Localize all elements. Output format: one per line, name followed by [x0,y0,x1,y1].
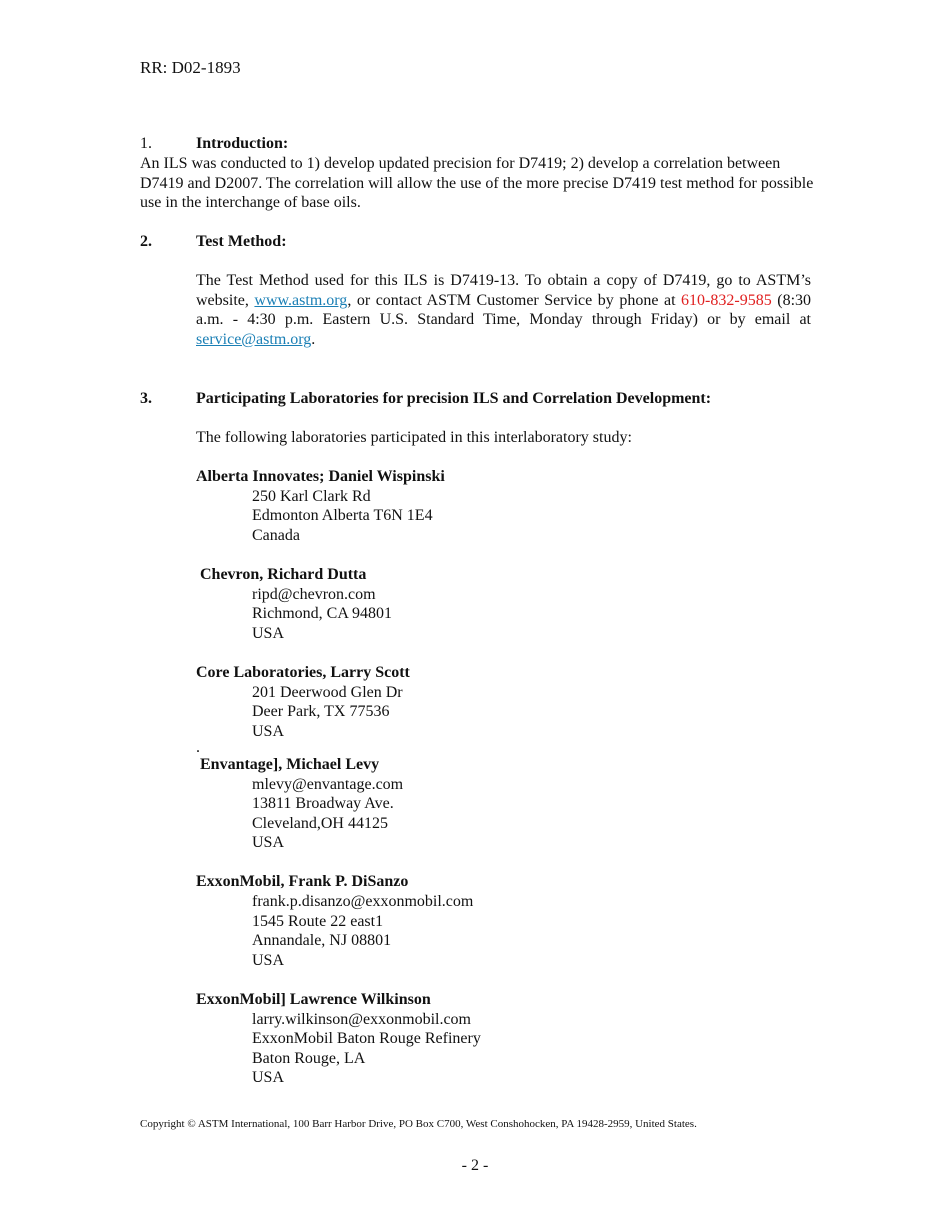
lab-address-line: Cleveland,OH 44125 [252,814,388,832]
lab-address-line: Deer Park, TX 77536 [252,703,390,721]
lab-address-line: 201 Deerwood Glen Dr [252,683,403,701]
paragraph-text: The Test Method used for this ILS is D7419-13. To obtain a copy of D7419, go to ASTM’s website, [196,272,811,309]
lab-email: larry.wilkinson@exxonmobil.com [252,1010,471,1028]
intro-paragraph: An ILS was conducted to 1) develop updated precision for D7419; 2) develop a correlation between D7419 and D2007. The correlation will allow the use of the more precise D7419 test method for possible use in the interchange of base oils. [140,155,814,212]
test-method-paragraph [196,271,811,349]
lab-email: mlevy@envantage.com [252,775,404,793]
lab-address-line: Canada [252,526,300,544]
lab-address-line: Richmond, CA 94801 [252,605,393,623]
astm-website-link[interactable]: www.astm.org [254,291,348,309]
service-email-link[interactable]: service@astm.org [196,330,312,348]
lab-name: Alberta Innovates; Daniel Wispinski [196,468,445,485]
stray-dot: . [196,739,200,757]
paragraph-text: , or contact ASTM Customer Service by phone at [347,291,682,309]
lab-address-line: Edmonton Alberta T6N 1E4 [252,507,433,525]
lab-address-line: ExxonMobil Baton Rouge Refinery [252,1030,481,1048]
lab-address-line: USA [252,722,285,740]
lab-name: Core Laboratories, Larry Scott [196,663,410,681]
lab-address-line: USA [252,624,285,642]
copyright-notice: Copyright © ASTM International, 100 Barr Harbor Drive, PO Box C700, West Conshohocken, PA 19428-2959, United States. [140,1118,697,1130]
section-test-method-heading [0,232,950,252]
lab-entry-envantage [196,755,816,853]
section-number: 1. [140,135,152,152]
section-title: Participating Laboratories for precision ILS and Correlation Development: [196,390,712,407]
document-reference: RR: D02-1893 [140,58,241,77]
paragraph-text: . [311,330,316,348]
lab-entry-chevron [196,565,816,643]
lab-address-line: 13811 Broadway Ave. [252,795,394,813]
lab-email: ripd@chevron.com [252,585,376,603]
labs-list [196,467,816,1108]
section-number: 3. [140,390,152,407]
lab-address-line: USA [252,834,285,852]
lab-entry-exxonmobil-disanzo [196,872,816,970]
page-number: - 2 - [461,1157,489,1174]
lab-email: frank.p.disanzo@exxonmobil.com [252,893,474,911]
lab-name: Envantage], Michael Levy [196,755,380,773]
lab-name: ExxonMobil] Lawrence Wilkinson [196,991,431,1009]
paragraph-text: (8:30 a.m. - 4:30 p.m. Eastern U.S. Standard Time, Monday through Friday) or by email at [196,291,812,329]
lab-address-line: USA [252,1069,285,1087]
section-number: 2. [140,233,152,250]
lab-entry-alberta [196,467,816,545]
lab-address-line: 1545 Route 22 east1 [252,912,384,930]
labs-intro: The following laboratories participated in this interlaboratory study: [196,429,632,446]
lab-address-line: USA [252,951,285,969]
lab-address-line: 250 Karl Clark Rd [252,487,371,505]
lab-address-line: Baton Rouge, LA [252,1049,366,1067]
section-title: Test Method: [196,233,287,250]
lab-entry-exxonmobil-wilkinson [196,990,816,1088]
lab-name: Chevron, Richard Dutta [196,565,367,583]
lab-name: ExxonMobil, Frank P. DiSanzo [196,873,409,891]
phone-number: 610-832-9585 [681,291,772,309]
section-labs-heading [0,389,950,409]
lab-entry-core [196,663,816,741]
section-title: Introduction: [196,135,289,152]
lab-address-line: Annandale, NJ 08801 [252,932,392,950]
section-intro-heading [0,134,950,154]
